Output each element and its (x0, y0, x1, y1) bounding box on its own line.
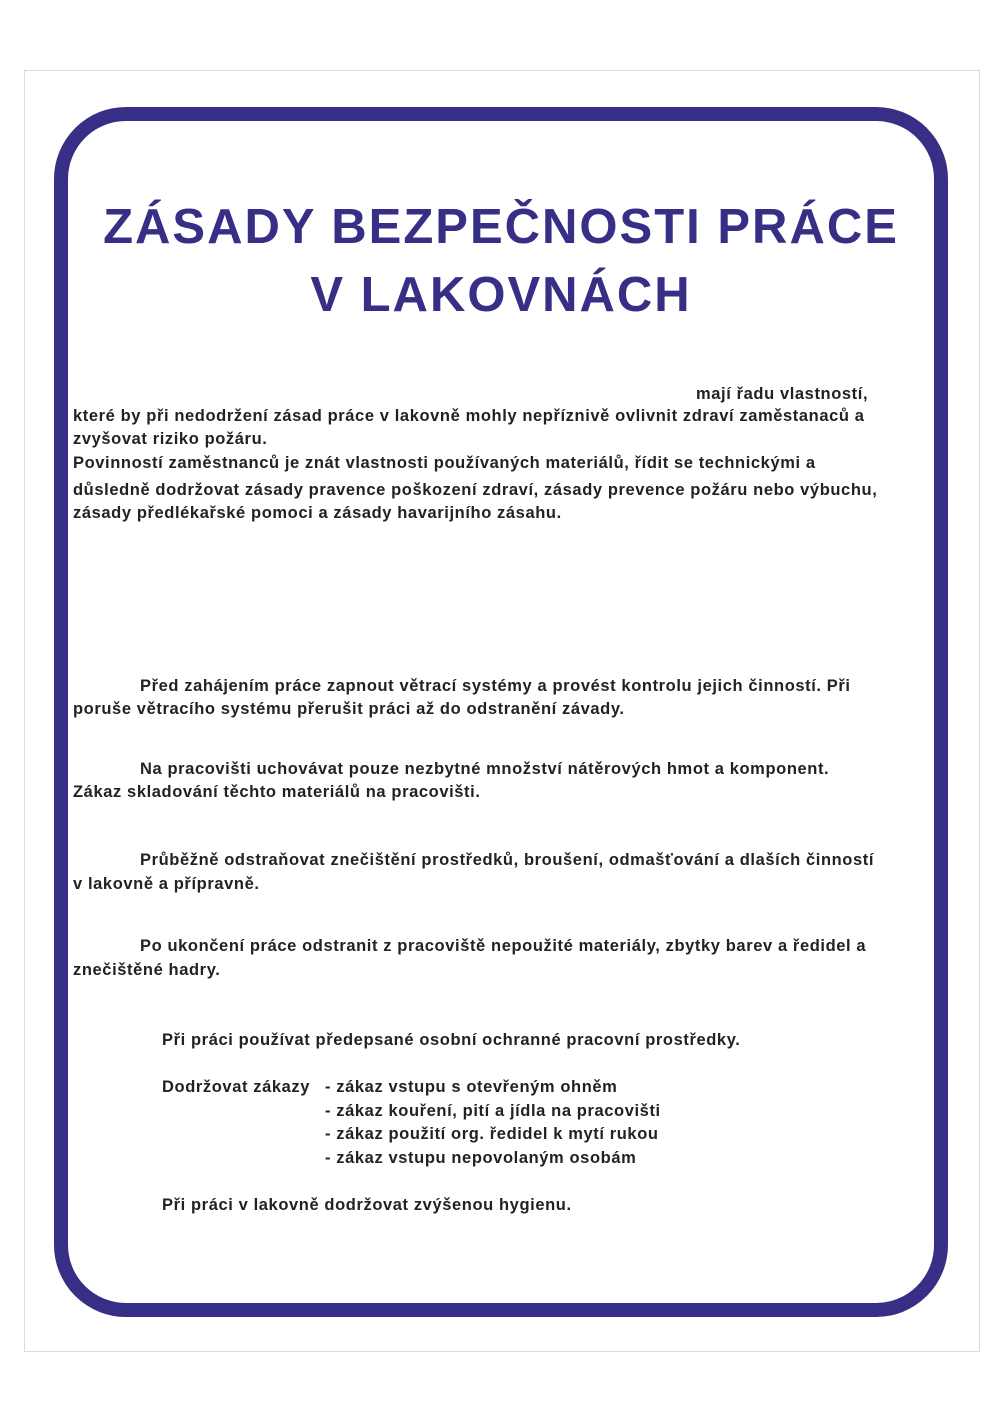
intro-line-4: Povinností zaměstnanců je znát vlastnosti používaných materiálů, řídit se technickými a (73, 454, 816, 472)
prohibition-item: - zákaz vstupu s otevřeným ohněm (325, 1078, 618, 1096)
rule-ventilation-line-2: poruše větracího systému přerušit práci až do odstranění závady. (73, 700, 625, 718)
ppe-instruction: Při práci používat předepsané osobní ochranné pracovní prostředky. (162, 1031, 741, 1049)
intro-line-6: zásady předlékařské pomoci a zásady havarijního zásahu. (73, 504, 562, 522)
rule-cleaning-line-1: Průběžně odstraňovat znečištění prostředků, broušení, odmašťování a dlaších činností (140, 851, 875, 869)
intro-line-2: které by při nedodržení zásad práce v lakovně mohly nepříznivě ovlivnit zdraví zaměstanaců a (73, 407, 865, 425)
prohibition-item: - zákaz vstupu nepovolaným osobám (325, 1149, 637, 1167)
rule-after-work-line-1: Po ukončení práce odstranit z pracoviště nepoužité materiály, zbytky barev a ředidel a (140, 937, 867, 955)
rule-ventilation-line-1: Před zahájením práce zapnout větrací systémy a provést kontrolu jejich činností. Při (140, 677, 851, 695)
hygiene-instruction: Při práci v lakovně dodržovat zvýšenou hygienu. (162, 1196, 572, 1214)
prohibition-item: - zákaz kouření, pití a jídla na pracovišti (325, 1102, 661, 1120)
rule-cleaning-line-2: v lakovně a přípravně. (73, 875, 260, 893)
title-line-1: ZÁSADY BEZPEČNOSTI PRÁCE (103, 200, 899, 254)
rule-storage-line-2: Zákaz skladování těchto materiálů na pracovišti. (73, 783, 481, 801)
intro-line-5: důsledně dodržovat zásady pravence poškození zdraví, zásady prevence požáru nebo výbuchu, (73, 481, 878, 499)
prohibition-item: - zákaz použití org. ředidel k mytí rukou (325, 1125, 659, 1143)
rule-after-work-line-2: znečištěné hadry. (73, 961, 221, 979)
intro-line-3: zvyšovat riziko požáru. (73, 430, 268, 448)
prohibitions-label: Dodržovat zákazy (162, 1078, 311, 1096)
intro-line-1: mají řadu vlastností, (696, 385, 869, 403)
rule-storage-line-1: Na pracovišti uchovávat pouze nezbytné množství nátěrových hmot a komponent. (140, 760, 830, 778)
title-line-2: V LAKOVNÁCH (310, 268, 692, 322)
